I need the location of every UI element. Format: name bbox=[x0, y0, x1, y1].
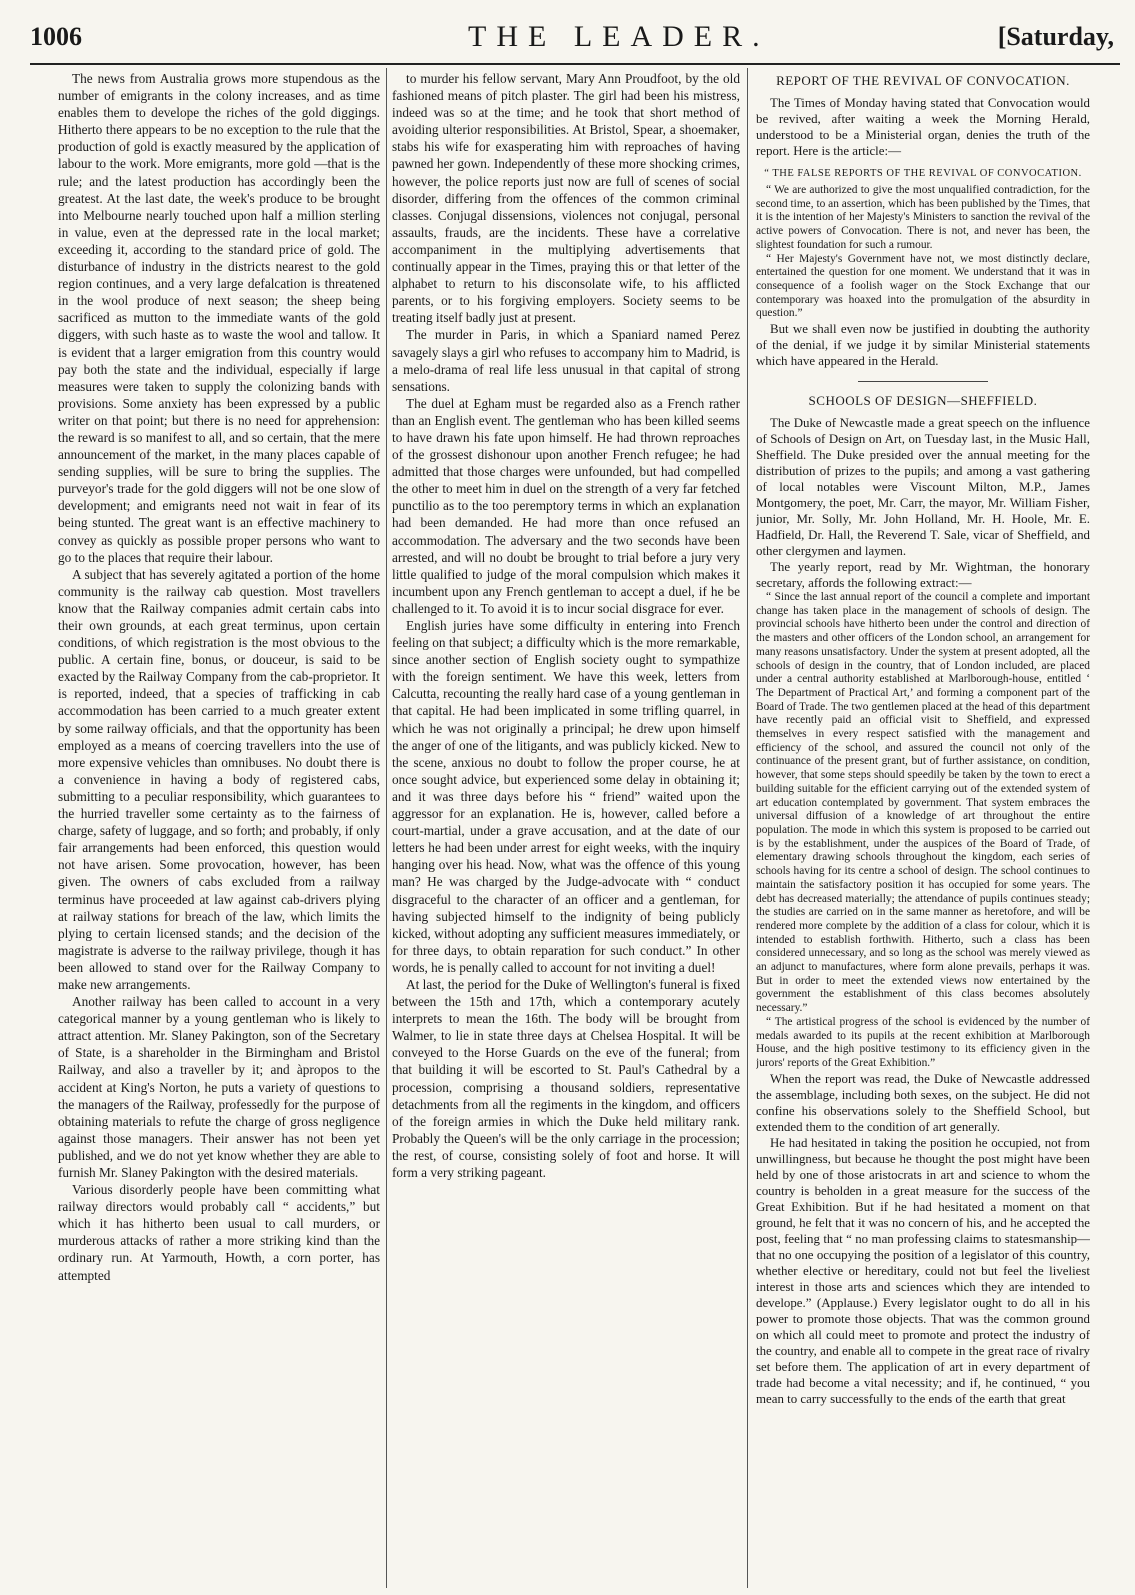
article-paragraph: Various disorderly people have been committing what railway directors would probably call “ accidents,” but which it has hitherto been usual to call murders, or murderous attacks of rather a more striking kind than the ordinary run. At Yarmouth, Howth, a corn porter, has attempted bbox=[58, 1182, 380, 1283]
article-paragraph: The duel at Egham must be regarded also as a French rather than an English event. The gentleman who has been killed seems to have drawn his fate upon himself. He had thrown reproaches of the grossest dishonour upon another French refugee; he had admitted that those charges were unfounded, but had compelled the other to meet him in duel on the strength of a very far fetched punctilio as to the too peremptory terms in which an explanation had been demanded. He had more than once refused an accommodation. The adversary and the two seconds have been arrested, and will no doubt be brought to trial before a jury very little qualified to judge of the moral compulsion which makes it incumbent upon any French gentleman to accept a duel, if he be challenged to it. To avoid it is to incur social disgrace for ever. bbox=[392, 395, 740, 616]
article-paragraph: A subject that has severely agitated a portion of the home community is the railway cab question. Most travellers know that the Railway companies admit certain cabs into their own grounds, at each great terminus, upon certain conditions, of which registration is the most obvious to the public. A certain fine, bonus, or douceur, is said to be exacted by the Railway Company from the cab-proprietor. It is reported, indeed, that a species of trafficking in cab accommodation has been carried to a much greater extent by some railway officials, and that the opportunity has been employed as a means of coercing travellers into the use of more expensive vehicles than omnibuses. No doubt there is a convenience in having a body of registered cabs, submitting to a peculiar responsibility, which guarantees to the hurried traveller some certainty as to the fairness of charge, safety of luggage, and so forth; and probably, if only fair arrangements had been enforced, this question would not have arisen. Some provocation, however, has been given. The owners of cabs excluded from a railway terminus have proceeded at law against cab-drivers plying at railway stations for breach of the law, which limits the plying to certain licensed stands; and the decision of the magistrate is adverse to the railway privilege, though it has been allowed to stand over for the Railway Company to make new arrangements. bbox=[58, 566, 380, 992]
header-rule bbox=[30, 63, 1120, 65]
article-paragraph: But we shall even now be justified in doubting the authority of the denial, if we judge it by similar Ministerial statements which have appeared in the Herald. bbox=[756, 322, 1090, 369]
column-divider bbox=[747, 68, 748, 1588]
article-paragraph: The news from Australia grows more stupendous as the number of emigrants in the colony increases, and as time enables them to develope the riches of the gold diggings. Hitherto there appears to be no exception to the rule that the production of gold is exactly measured by the application of labour to the work. More emigrants, more gold —that is the rule; and the latest production has accordingly been the greatest. At the last date, the week's produce to be brought into Melbourne nearly touched upon half a million sterling in value, even at the depressed rate in the local market; exceeding it, according to the standard price of gold. The disturbance of industry in the districts nearest to the gold region continues, and a very large defalcation is threatened in the wool produce of next season; the sheep being sacrificed as mutton to the immediate wants of the gold diggers, with such haste as to waste the wool and tallow. It is evident that a larger emigration from this country would pay both the state and the individual, especially if large measures were taken to supply the colonizing bands with provisions. Some anxiety has been expressed by a public writer on that point; but there is no need for apprehension: the reward is so manifest to all, and so certain, that the mere announcement of the market, in the many places capable of sending supplies, will be sure to bring the supplies. The purveyor's trade for the gold diggers will not be one slow of development; and emigrants need not wait in fear of its being stunted. The great want is an effective machinery to convey as quickly as possible proper persons who want to go to the places that require their labour. bbox=[58, 71, 380, 565]
column-divider bbox=[386, 68, 387, 1588]
article-paragraph: The yearly report, read by Mr. Wightman, the honorary secretary, affords the following extract:— bbox=[756, 560, 1090, 591]
section-divider bbox=[858, 381, 988, 382]
column-1 bbox=[58, 70, 380, 1585]
article-paragraph: English juries have some difficulty in entering into French feeling on that subject; a difficulty which is the more remarkable, since another section of English society ought to sympathize with the foreign sentiment. We have this week, letters from Calcutta, recounting the really hard case of a young gentleman in that capital. He had been implicated in some trifling quarrel, in which he was not originally a principal; he drew upon himself the anger of one of the litigants, and was publicly kicked. New to the scene, anxious no doubt to follow the proper course, he at once sought advice, but experienced some delay in obtaining it; and it was three days before his “ friend” waited upon the aggressor for an explanation. He is, however, called before a court-martial, under a grave accusation, and at the date of our letters he had been under arrest for eight weeks, with the inquiry hanging over his head. Now, what was the offence of this young man? He was charged by the Judge-advocate with “ conduct disgraceful to the character of an officer and a gentleman, for having subjected himself to the indignity of being publicly kicked, without adopting any sufficient measures immediately, or for three days, to obtain reparation for such conduct.” In other words, he is penally called to account for not inviting a duel! bbox=[392, 618, 740, 975]
newspaper-title: THE LEADER. bbox=[468, 20, 770, 53]
article-paragraph: At last, the period for the Duke of Wellington's funeral is fixed between the 15th and 17th, which a contemporary acutely interprets to mean the 16th. The body will be brought from Walmer, to lie in state three days at Chelsea Hospital. It will be conveyed to the Horse Guards on the eve of the funeral; from that building it will be escorted to St. Paul's Cathedral by a procession, comprising a thousand soldiers, representative detachments from all the regiments in the kingdom, and officers of the foreign armies in which the Duke held military rank. Probably the Queen's will be the only carriage in the procession; the rest, of course, consisting solely of foot and horse. It will form a very striking pageant. bbox=[392, 976, 740, 1180]
article-paragraph: Another railway has been called to account in a very categorical manner by a young gentleman who is likely to attract attention. Mr. Slaney Pakington, son of the Secretary of State, is a shareholder in the Birmingham and Bristol Railway, and also a traveller by it; and àpropos to the accident at King's Norton, he puts a variety of questions to the managers of the Railway, professedly for the purpose of obtaining materials to refute the charge of gross negligence against those managers. Their answer has not been yet published, and we do not yet know whether they are able to furnish Mr. Slaney Pakington with the desired materials. bbox=[58, 994, 380, 1180]
column-3 bbox=[756, 70, 1090, 1585]
section-heading-convocation: REPORT OF THE REVIVAL OF CONVOCATION. bbox=[776, 73, 1070, 88]
quoted-paragraph: “ Her Majesty's Government have not, we most distinctly declare, entertained the question for one moment. We understand that it was in consequence of a foolish wager on the Stock Exchange that our contemporary was hoaxed into the promulgation of the absurdity in question.” bbox=[756, 252, 1090, 320]
article-paragraph: The Times of Monday having stated that Convocation would be revived, after waiting a week the Morning Herald, understood to be a Ministerial organ, denies the truth of the report. Here is the article:— bbox=[756, 96, 1090, 158]
quoted-paragraph: “ The artistical progress of the school is evidenced by the number of medals awarded to its pupils at the recent exhibition at Marlborough House, and the high positive testimony to its efficiency given in the jurors' reports of the Great Exhibition.” bbox=[756, 1015, 1090, 1069]
article-paragraph: The Duke of Newcastle made a great speech on the influence of Schools of Design on Art, on Tuesday last, in the Music Hall, Sheffield. The Duke presided over the annual meeting for the distribution of prizes to the pupils; and among a vast gathering of local notables were Viscount Milton, M.P., James Montgomery, the poet, Mr. Carr, the mayor, Mr. William Fisher, junior, Mr. Solly, Mr. John Holland, Mr. H. Hoole, Mr. E. Hadfield, Dr. Hall, the Reverend T. Sale, vicar of Sheffield, and other clergymen and laymen. bbox=[756, 416, 1090, 559]
section-heading-schools-of-design: SCHOOLS OF DESIGN—SHEFFIELD. bbox=[808, 393, 1038, 409]
article-paragraph: When the report was read, the Duke of Newcastle addressed the assemblage, including both sexes, on the subject. He did not confine his observations solely to the Sheffield School, but extended them to the condition of art generally. bbox=[756, 1071, 1090, 1134]
article-paragraph: to murder his fellow servant, Mary Ann Proudfoot, by the old fashioned means of pitch plaster. The girl had been his mistress, indeed was so at the time; and he took that short method of avoiding ulterior responsibilities. At Bristol, Spear, a shoemaker, stabs his wife for exasperating him with reproaches of having pawned her gown. Independently of these more shocking crimes, however, the police reports just now are full of scenes of social disorder, differing from the offences of the common criminal classes. Conjugal dissensions, violences not conjugal, personal assaults, frauds, are the incidents. These have a correlative accompaniment in the multiplying advertisements that continually appear in the Times, praying this or that letter of the alphabet to return to his disconsolate wife, to his afflicted parents, or to his forgiving employers. Society seems to be treating itself badly just at present. bbox=[392, 71, 740, 326]
quoted-paragraph: “ We are authorized to give the most unqualified contradiction, for the second time, to an assertion, which has been published by the Times, that it is the intention of her Majesty's Ministers to sanction the revival of the active powers of Convocation. There is not, and never has been, the slightest foundation for such a rumour. bbox=[756, 184, 1090, 251]
issue-day: [Saturday, bbox=[997, 22, 1114, 51]
article-paragraph: He had hesitated in taking the position he occupied, not from unwillingness, but because he thought the post might have been held by one of those aristocrats in art and science to whom the country is beholden in a great measure for the success of the Great Exhibition. But if he had hesitated a moment on that ground, he felt that it was no concern of his, and he accepted the post, feeling that “ no man professing claims to statesmanship—that no one occupying the position of a legislator of this country, whether elective or hereditary, could not but feel the liveliest interest in those arts and sciences which they are intended to develope.” (Applause.) Every legislator ought to do all in his power to promote those objects. That was the common ground on which all could meet to promote and protect the industry of the country, and enable all to compete in the great race of rivalry set before them. The application of art in every department of trade had become a vital necessity; and if, he continued, “ you mean to carry successfully to the ends of the earth that great bbox=[756, 1135, 1090, 1406]
quoted-paragraph: “ Since the last annual report of the council a complete and important change has taken place in the management of schools of design. The provincial schools have hitherto been under the control and direction of the masters and other officers of the London school, an arrangement for many reasons unsatisfactory. Under the system at present adopted, all the schools of design in the country, that of London included, are placed under a central authority established at Marlborough-house, entitled ‘ The Department of Practical Art,’ and forming a component part of the Board of Trade. The two gentlemen placed at the head of this department have recently paid an official visit to Sheffield, and expressed themselves in every respect satisfied with the management and efficiency of the school, and assured the council not only of the continuance of the present grant, but of further assistance, on condition, however, that some steps should speedily be taken by the town to erect a building suitable for the efficient carrying out of the extended system of art education contemplated by government. That system embraces the universal diffusion of a knowledge of art throughout the entire population. The mode in which this system is proposed to be carried out is by the establishment, under the auspices of the Board of Trade, of elementary drawing schools throughout the kingdom, each series of schools having for its centre a school of design. The school continues to maintain the satisfactory position it has occupied for some years. The debt has decreased materially; the attendance of pupils continues steady; the studies are carried on in the same manner as heretofore, and will be rendered more complete by the addition of a class for colour, which it is intended to establish forthwith. Hitherto, such a class has been considered unnecessary, and so long as the school was merely viewed as an adjunct to manufactures, where form alone prevails, perhaps it was. But in order to meet the extended views now entertained by the government the establishment of this class becomes absolutely necessary.” bbox=[756, 591, 1090, 1015]
quoted-subheading: “ THE FALSE REPORTS OF THE REVIVAL OF CONVOCATION. bbox=[764, 168, 1082, 179]
masthead bbox=[30, 18, 1120, 58]
column-2 bbox=[392, 70, 740, 1585]
page-number: 1006 bbox=[30, 22, 82, 51]
article-paragraph: The murder in Paris, in which a Spaniard named Perez savagely slays a girl who refuses to accompany him to Madrid, is a melo-drama of real life less unusual in that capital of strong sensations. bbox=[392, 327, 740, 394]
